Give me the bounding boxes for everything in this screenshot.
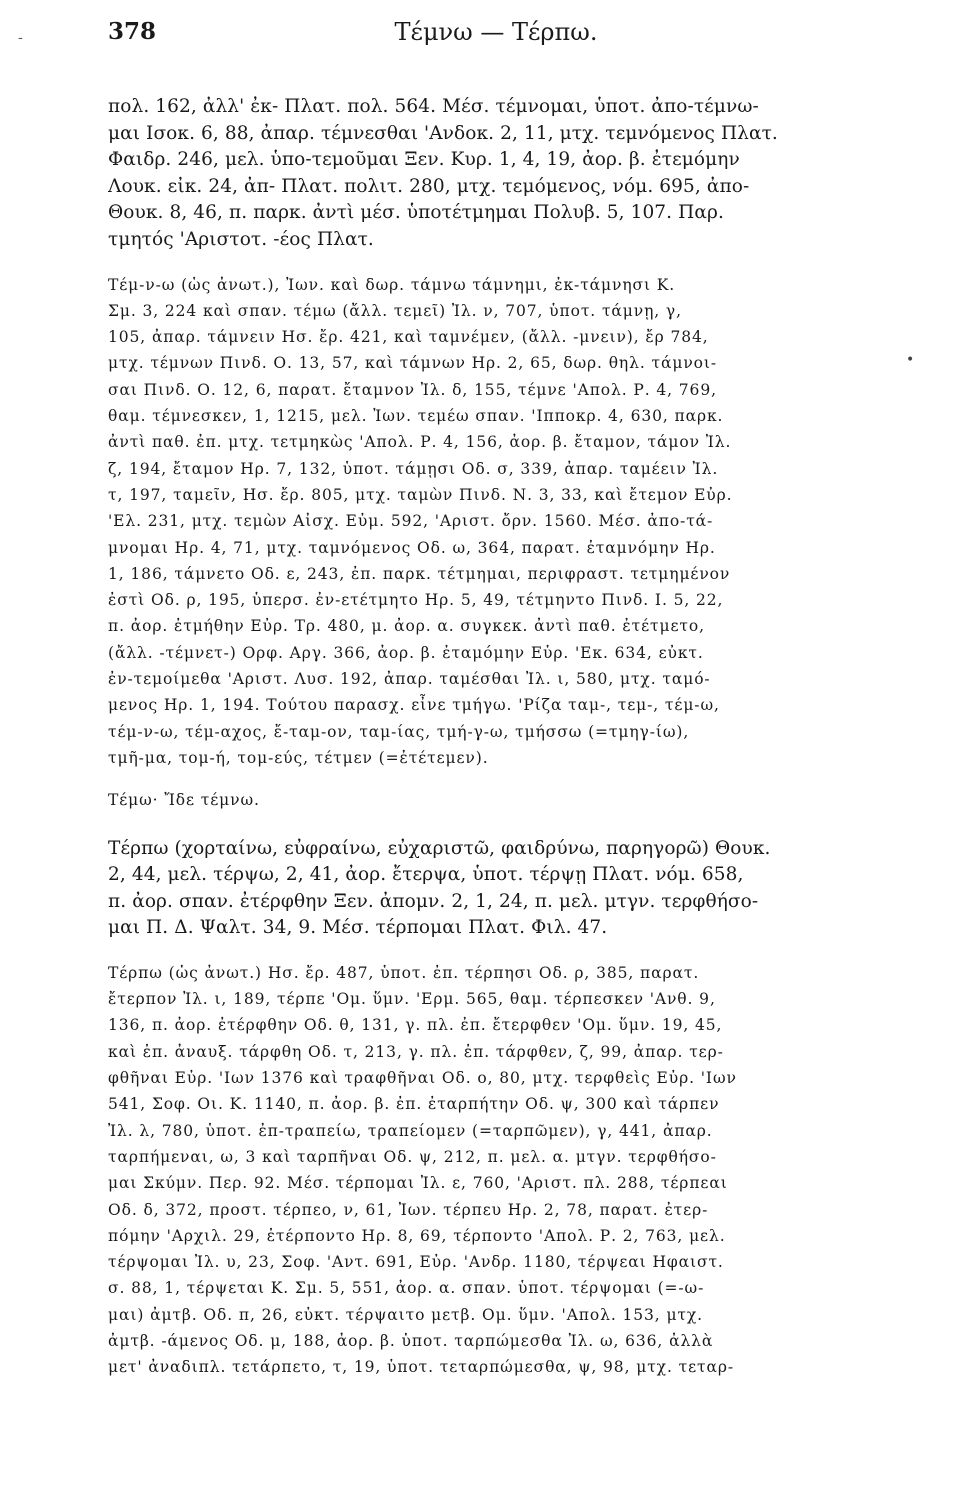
text-line: Τέμω· Ἴδε τέμνω. <box>108 791 260 810</box>
text-line: πόμην 'Αρχιλ. 29, ἐτέρποντο Ηρ. 8, 69, τέρποντο 'Απολ. Ρ. 2, 763, μελ. <box>108 1226 726 1245</box>
text-line: 105, ἀπαρ. τάμνειν Ησ. ἔρ. 421, καὶ ταμνέμεν, (ἄλλ. -μνειν), ἔρ 784, <box>108 328 709 347</box>
text-line: μαι Ισοκ. 6, 88, ἀπαρ. τέμνεσθαι 'Ανδοκ. 2, 11, μτχ. τεμνόμενος Πλατ. <box>108 122 778 144</box>
text-line: Θουκ. 8, 46, π. παρκ. ἀντὶ μέσ. ὑποτέτμημαι Πολυβ. 5, 107. Παρ. <box>108 202 724 224</box>
text-line: 136, π. ἀορ. ἐτέρφθην Οδ. θ, 131, γ. πλ. ἐπ. ἔτερφθεν 'Ομ. ὕμν. 19, 45, <box>108 1016 723 1035</box>
terpo-forms-paragraph <box>108 960 884 1381</box>
page-header <box>108 18 884 58</box>
text-line: ἀμτβ. -άμενος Οδ. μ, 188, ἀορ. β. ὑποτ. ταρπώμεσθα Ἰλ. ω, 636, ἀλλὰ <box>108 1332 714 1351</box>
text-line: Ἰλ. λ, 780, ὑποτ. ἐπ-τραπείω, τραπείομεν (=ταρπῶμεν), γ, 441, ἀπαρ. <box>108 1121 713 1140</box>
text-line: 2, 44, μελ. τέρψω, 2, 41, ἀορ. ἔτερψα, ὑποτ. τέρψῃ Πλατ. νόμ. 658, <box>108 864 744 886</box>
margin-mark-right: • <box>906 352 915 368</box>
continuation-paragraph <box>108 94 884 254</box>
text-line: Τέρπω (ὡς ἀνωτ.) Ησ. ἔρ. 487, ὑποτ. ἐπ. τέρπησι Οδ. ρ, 385, παρατ. <box>108 963 700 982</box>
margin-mark-top-left: - <box>18 30 23 46</box>
text-line: (ἄλλ. -τέμνετ-) Ορφ. Αργ. 366, ἀορ. β. ἐταμόμην Εὐρ. 'Εκ. 634, εὐκτ. <box>108 643 704 662</box>
text-line: τέρψομαι Ἰλ. υ, 23, Σοφ. 'Αντ. 691, Εὐρ. 'Ανδρ. 1180, τέρψεαι Ηφαιστ. <box>108 1253 724 1272</box>
text-line: τμητός 'Αριστοτ. -έος Πλατ. <box>108 228 374 250</box>
temo-entry-paragraph <box>108 787 884 813</box>
temno-entry-paragraph <box>108 272 884 772</box>
text-line: ἀντὶ παθ. ἐπ. μτχ. τετμηκὼς 'Απολ. Ρ. 4, 156, ἀορ. β. ἔταμον, τάμον Ἰλ. <box>108 433 732 452</box>
text-line: μνομαι Ηρ. 4, 71, μτχ. ταμνόμενος Οδ. ω, 364, παρατ. ἐταμνόμην Ηρ. <box>108 538 716 557</box>
text-line: ἔτερπον Ἰλ. ι, 189, τέρπε 'Ομ. ὕμν. 'Ερμ. 565, θαμ. τέρπεσκεν 'Ανθ. 9, <box>108 990 716 1009</box>
text-line: ἐστὶ Οδ. ρ, 195, ὑπερσ. ἐν-ετέτμητο Ηρ. 5, 49, τέτμηντο Πινδ. Ι. 5, 22, <box>108 591 724 610</box>
text-line: 541, Σοφ. Οι. Κ. 1140, π. ἀορ. β. ἐπ. ἐταρπήτην Οδ. ψ, 300 καὶ τάρπεν <box>108 1095 720 1114</box>
text-line: Τέμ-ν-ω (ὡς ἀνωτ.), Ἰων. καὶ δωρ. τάμνω τάμνημι, ἐκ-τάμνησι Κ. <box>108 275 676 294</box>
page-number: 378 <box>108 18 157 45</box>
text-line: π. ἀορ. ἐτμήθην Εὐρ. Τρ. 480, μ. ἀορ. α. συγκεκ. ἀντὶ παθ. ἐτέτμετο, <box>108 617 705 636</box>
text-line: μτχ. τέμνων Πινδ. Ο. 13, 57, καὶ τάμνων Ηρ. 2, 65, δωρ. θηλ. τάμνοι- <box>108 354 717 373</box>
text-line: ταρπήμεναι, ω, 3 καὶ ταρπῆναι Οδ. ψ, 212, π. μελ. α. μτγν. τερφθήσο- <box>108 1147 717 1166</box>
text-line: τ, 197, ταμεῖν, Ησ. ἔρ. 805, μτχ. ταμὼν Πινδ. Ν. 3, 33, καὶ ἔτεμον Εὐρ. <box>108 485 733 504</box>
text-line: 'Ελ. 231, μτχ. τεμὼν Αἰσχ. Εὐμ. 592, 'Αριστ. ὄρν. 1560. Μέσ. ἀπο-τά- <box>108 512 714 531</box>
text-line: μετ' ἀναδιπλ. τετάρπετο, τ, 19, ὑποτ. τεταρπώμεσθα, ψ, 98, μτχ. τεταρ- <box>108 1358 735 1377</box>
text-line: τέμ-ν-ω, τέμ-αχος, ἔ-ταμ-ον, ταμ-ίας, τμή-γ-ω, τμήσσω (=τμηγ-ίω), <box>108 722 690 741</box>
text-line: Φαιδρ. 246, μελ. ὑπο-τεμοῦμαι Ξεν. Κυρ. 1, 4, 19, ἀορ. β. ἐτεμόμην <box>108 149 740 171</box>
text-line: σ. 88, 1, τέρψεται Κ. Σμ. 5, 551, ἀορ. α. σπαν. ὑποτ. τέρψομαι (=-ω- <box>108 1279 705 1298</box>
text-line: καὶ ἐπ. ἀναυξ. τάρφθη Οδ. τ, 213, γ. πλ. ἐπ. τάρφθεν, ζ, 99, ἀπαρ. τερ- <box>108 1042 724 1061</box>
text-line: ἐν-τεμοίμεθα 'Αριστ. Λυσ. 192, ἀπαρ. ταμέσθαι Ἰλ. ι, 580, μτχ. ταμό- <box>108 670 711 689</box>
terpo-entry-paragraph <box>108 836 884 942</box>
text-line: Σμ. 3, 224 καὶ σπαν. τέμω (ἄλλ. τεμεῖ) Ἰλ. ν, 707, ὑποτ. τάμνῃ, γ, <box>108 301 682 320</box>
text-line: Λουκ. εἰκ. 24, ἀπ- Πλατ. πολιτ. 280, μτχ. τεμόμενος, νόμ. 695, ἀπο- <box>108 175 750 197</box>
text-line: ζ, 194, ἔταμον Ηρ. 7, 132, ὑποτ. τάμῃσι Οδ. σ, 339, ἀπαρ. ταμέειν Ἰλ. <box>108 459 719 478</box>
text-line: μαι) ἀμτβ. Οδ. π, 26, εὐκτ. τέρψαιτο μετβ. Ομ. ὕμν. 'Απολ. 153, μτχ. <box>108 1305 704 1324</box>
text-line: θαμ. τέμνεσκεν, 1, 1215, μελ. Ἰων. τεμέω σπαν. 'Ιπποκρ. 4, 630, παρκ. <box>108 407 724 426</box>
text-line: σαι Πινδ. Ο. 12, 6, παρατ. ἔταμνον Ἰλ. δ, 155, τέμνε 'Απολ. Ρ. 4, 769, <box>108 380 717 399</box>
text-line: π. ἀορ. σπαν. ἐτέρφθην Ξεν. ἀπομν. 2, 1, 24, π. μελ. μτγν. τερφθήσο- <box>108 890 759 912</box>
text-line: 1, 186, τάμνετο Οδ. ε, 243, ἐπ. παρκ. τέτμημαι, περιφραστ. τετμημένον <box>108 564 731 583</box>
text-line: τμῆ-μα, τομ-ή, τομ-εύς, τέτμεν (=ἐτέτεμεν). <box>108 748 489 767</box>
text-line: Τέρπω (χορταίνω, εὐφραίνω, εὐχαριστῶ, φαιδρύνω, παρηγορῶ) Θουκ. <box>108 837 771 859</box>
text-line: Οδ. δ, 372, προστ. τέρπεο, ν, 61, Ἰων. τέρπευ Ηρ. 2, 78, παρατ. ἐτερ- <box>108 1200 709 1219</box>
book-page <box>108 18 884 1381</box>
text-line: φθῆναι Εὐρ. 'Ιων 1376 καὶ τραφθῆναι Οδ. ο, 80, μτχ. τερφθεὶς Εὐρ. 'Ιων <box>108 1069 737 1088</box>
running-title: Τέμνω — Τέρπω. <box>394 18 598 46</box>
text-line: πολ. 162, ἀλλ' ἐκ- Πλατ. πολ. 564. Μέσ. τέμνομαι, ὑποτ. ἀπο-τέμνω- <box>108 96 759 117</box>
text-line: μαι Π. Δ. Ψαλτ. 34, 9. Μέσ. τέρπομαι Πλατ. Φιλ. 47. <box>108 917 608 939</box>
text-line: μενος Ηρ. 1, 194. Τούτου παρασχ. εἶνε τμήγω. 'Ρίζα ταμ-, τεμ-, τέμ-ω, <box>108 696 720 715</box>
text-line: μαι Σκύμν. Περ. 92. Μέσ. τέρπομαι Ἰλ. ε, 760, 'Αριστ. πλ. 288, τέρπεαι <box>108 1174 728 1193</box>
